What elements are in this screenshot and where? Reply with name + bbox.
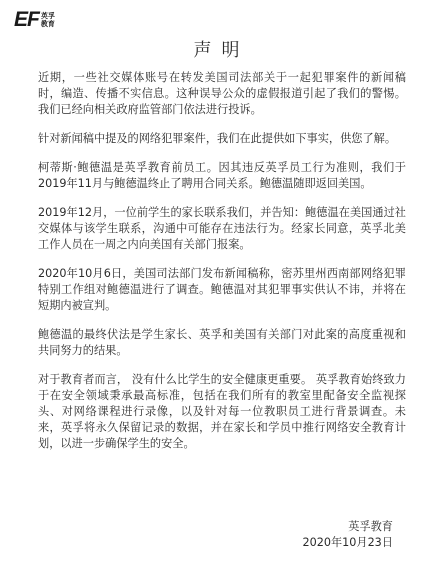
- paragraph-2: 针对新闻稿中提及的网络犯罪案件，我们在此提供如下事实，供您了解。: [38, 132, 397, 145]
- logo-mark: EF: [14, 8, 39, 31]
- paragraph-3: 柯蒂斯·鲍德温是英孚教育前员工。因其违反英孚员工行为准则，我们于2019年11月与鲍德温终止了聘用合同关系。鲍德温随即返回美国。: [38, 161, 406, 190]
- paragraph-5: 2020年10月6日，美国司法部门发布新闻稿称，密苏里州西南部网络犯罪特别工作组对鲍德温进行了调查。鲍德温对其犯罪事实供认不讳，并将在短期内被宣判。: [38, 267, 406, 312]
- logo-text-line1: 英孚: [40, 11, 55, 20]
- signature-date: 2020年10月23日: [302, 536, 393, 549]
- logo-text-line2: 教育: [40, 19, 55, 28]
- paragraph-1: 近期，一些社交媒体账号在转发美国司法部关于一起犯罪案件的新闻稿时，编造、传播不实信息。这种误导公众的虚假报道引起了我们的警惕。我们已经向相关政府监管部门依法进行投诉。: [38, 71, 406, 116]
- paragraph-6: 鲍德温的最终伏法是学生家长、英孚和美国有关部门对此案的高度重视和共同努力的结果。: [38, 328, 406, 357]
- page-title: 声明: [193, 40, 250, 61]
- paragraph-7: 对于教育者而言， 没有什么比学生的安全健康更重要。 英孚教育始终致力于在安全领域秉承最高标准，包括在我们所有的教室里配备安全监视探头、对网络课程进行录像，以及针对每一位教职员工进行背景调查。未来，英孚将永久保留记录的数据，并在家长和学员中推行网络安全教育计划，以进一步确保学生的安全。: [38, 373, 406, 450]
- signature-block: [302, 519, 393, 551]
- ef-logo: [14, 9, 55, 30]
- paragraph-4: 2019年12月，一位前学生的家长联系我们，并告知：鲍德温在美国通过社交媒体与该学生联系，沟通中可能存在违法行为。经家长同意，英孚北美工作人员在一周之内向美国有关部门报案。: [38, 206, 406, 251]
- signature-org: 英孚教育: [348, 520, 393, 533]
- logo-text: [41, 12, 55, 28]
- statement-body: [38, 70, 406, 465]
